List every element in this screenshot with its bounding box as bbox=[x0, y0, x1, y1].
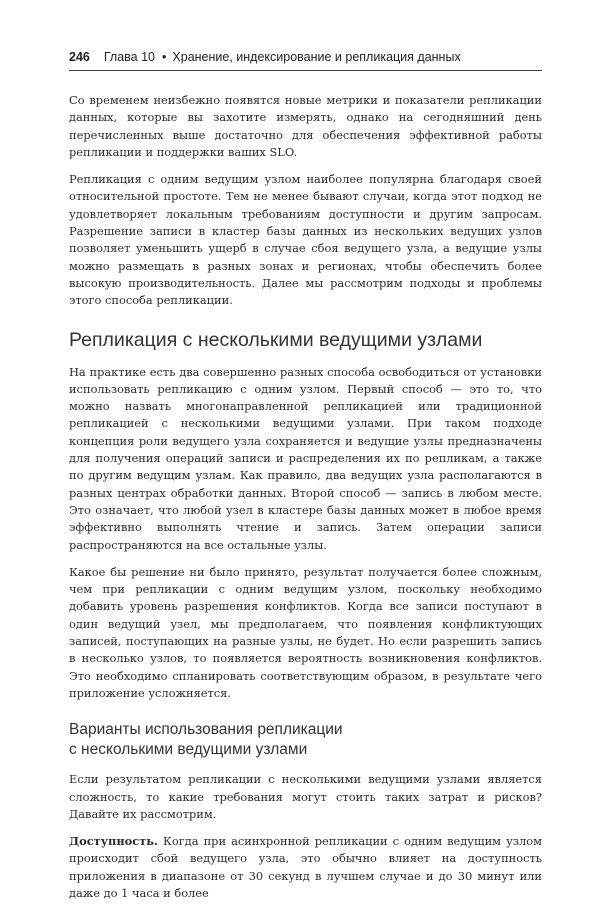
subsection-heading-line-2: с несколькими ведущими узлами bbox=[69, 741, 308, 759]
subsection-heading-use-cases bbox=[69, 720, 542, 760]
paragraph-conflicts: Какое бы решение ни было принято, результат получается более сложным, чем при репликации с одним ведущим узлом, поскольку необходимо добавить уровень разрешения конфликтов. Когда все записи поступают в один ведущий узел, мы предполагаем, что появления конфликтующих записей, поступающих на разные узлы, не будет. Но если разрешить запись в несколько узлов, то появляется вероятность возникновения конфликтов. Это необходимо спланировать соответствующим образом, в результате чего приложение усложняется. bbox=[69, 564, 542, 700]
subsection-heading-line-1: Варианты использования репликации bbox=[69, 721, 343, 739]
paragraph-metrics: Со временем неизбежно появятся новые метрики и показатели репликации данных, которые вы захотите измерять, однако на сегодняшний день перечисленных выше достаточно для обеспечения эффективной работы репликации и поддержки ваших SLO. bbox=[69, 93, 542, 159]
page-number: 246 bbox=[69, 50, 90, 64]
page-body bbox=[69, 92, 542, 912]
paragraph-single-leader: Репликация с одним ведущим узлом наиболее популярна благодаря своей относительной простоте. Тем не менее бывают случаи, когда этот подход не удовлетворяет локальным требованиям доступности и другим запросам. Разрешение записи в кластер базы данных из нескольких ведущих узлов позволяет уменьшить ущерб в случае сбоя ведущего узла, а ведущие узлы можно размещать в разных зонах и регионах, чтобы обеспечить более высокую производительность. Далее мы рассмотрим подходы и проблемы этого способа репликации. bbox=[69, 172, 542, 308]
availability-lead: Доступность. bbox=[69, 834, 158, 849]
section-heading-multi-leader: Репликация с несколькими ведущими узлами bbox=[69, 328, 483, 351]
paragraph-two-approaches: На практике есть два совершенно разных способа освободиться от установки использовать репликацию с одним узлом. Первый способ — это то, что можно назвать многонаправленной репликацией или традиционной репликацией с несколькими ведущими узлами. При таком подходе концепция роли ведущего узла сохраняется и ведущие узлы предназначены для получения операций записи и распределения их по репликам, а также по другим ведущим узлам. Как правило, два ведущих узла располагаются в разных центрах обработки данных. Второй способ — запись в любом месте. Это означает, что любой узел в кластере базы данных может в любое время эффективно выполнять чтение и запись. Затем операции записи распространяются на все остальные узлы. bbox=[69, 364, 542, 552]
availability-text: Когда при асинхронной репликации с одним ведущим узлом происходит сбой ведущего узла, это обычно влияет на доступность приложения в диапазоне от 30 секунд в лучшем случае и до 30 минут или даже до 1 часа и более bbox=[69, 834, 542, 900]
chapter-title: Хранение, индексирование и репликация данных bbox=[172, 50, 461, 64]
paragraph-complexity: Если результатом репликации с несколькими ведущими узлами является сложность, то какие требования могут стоить таких затрат и рисков? Давайте их рассмотрим. bbox=[69, 772, 542, 821]
paragraph-availability bbox=[69, 833, 542, 902]
header-separator: • bbox=[162, 50, 167, 64]
running-header bbox=[69, 48, 542, 71]
chapter-label: Глава 10 bbox=[103, 50, 156, 64]
